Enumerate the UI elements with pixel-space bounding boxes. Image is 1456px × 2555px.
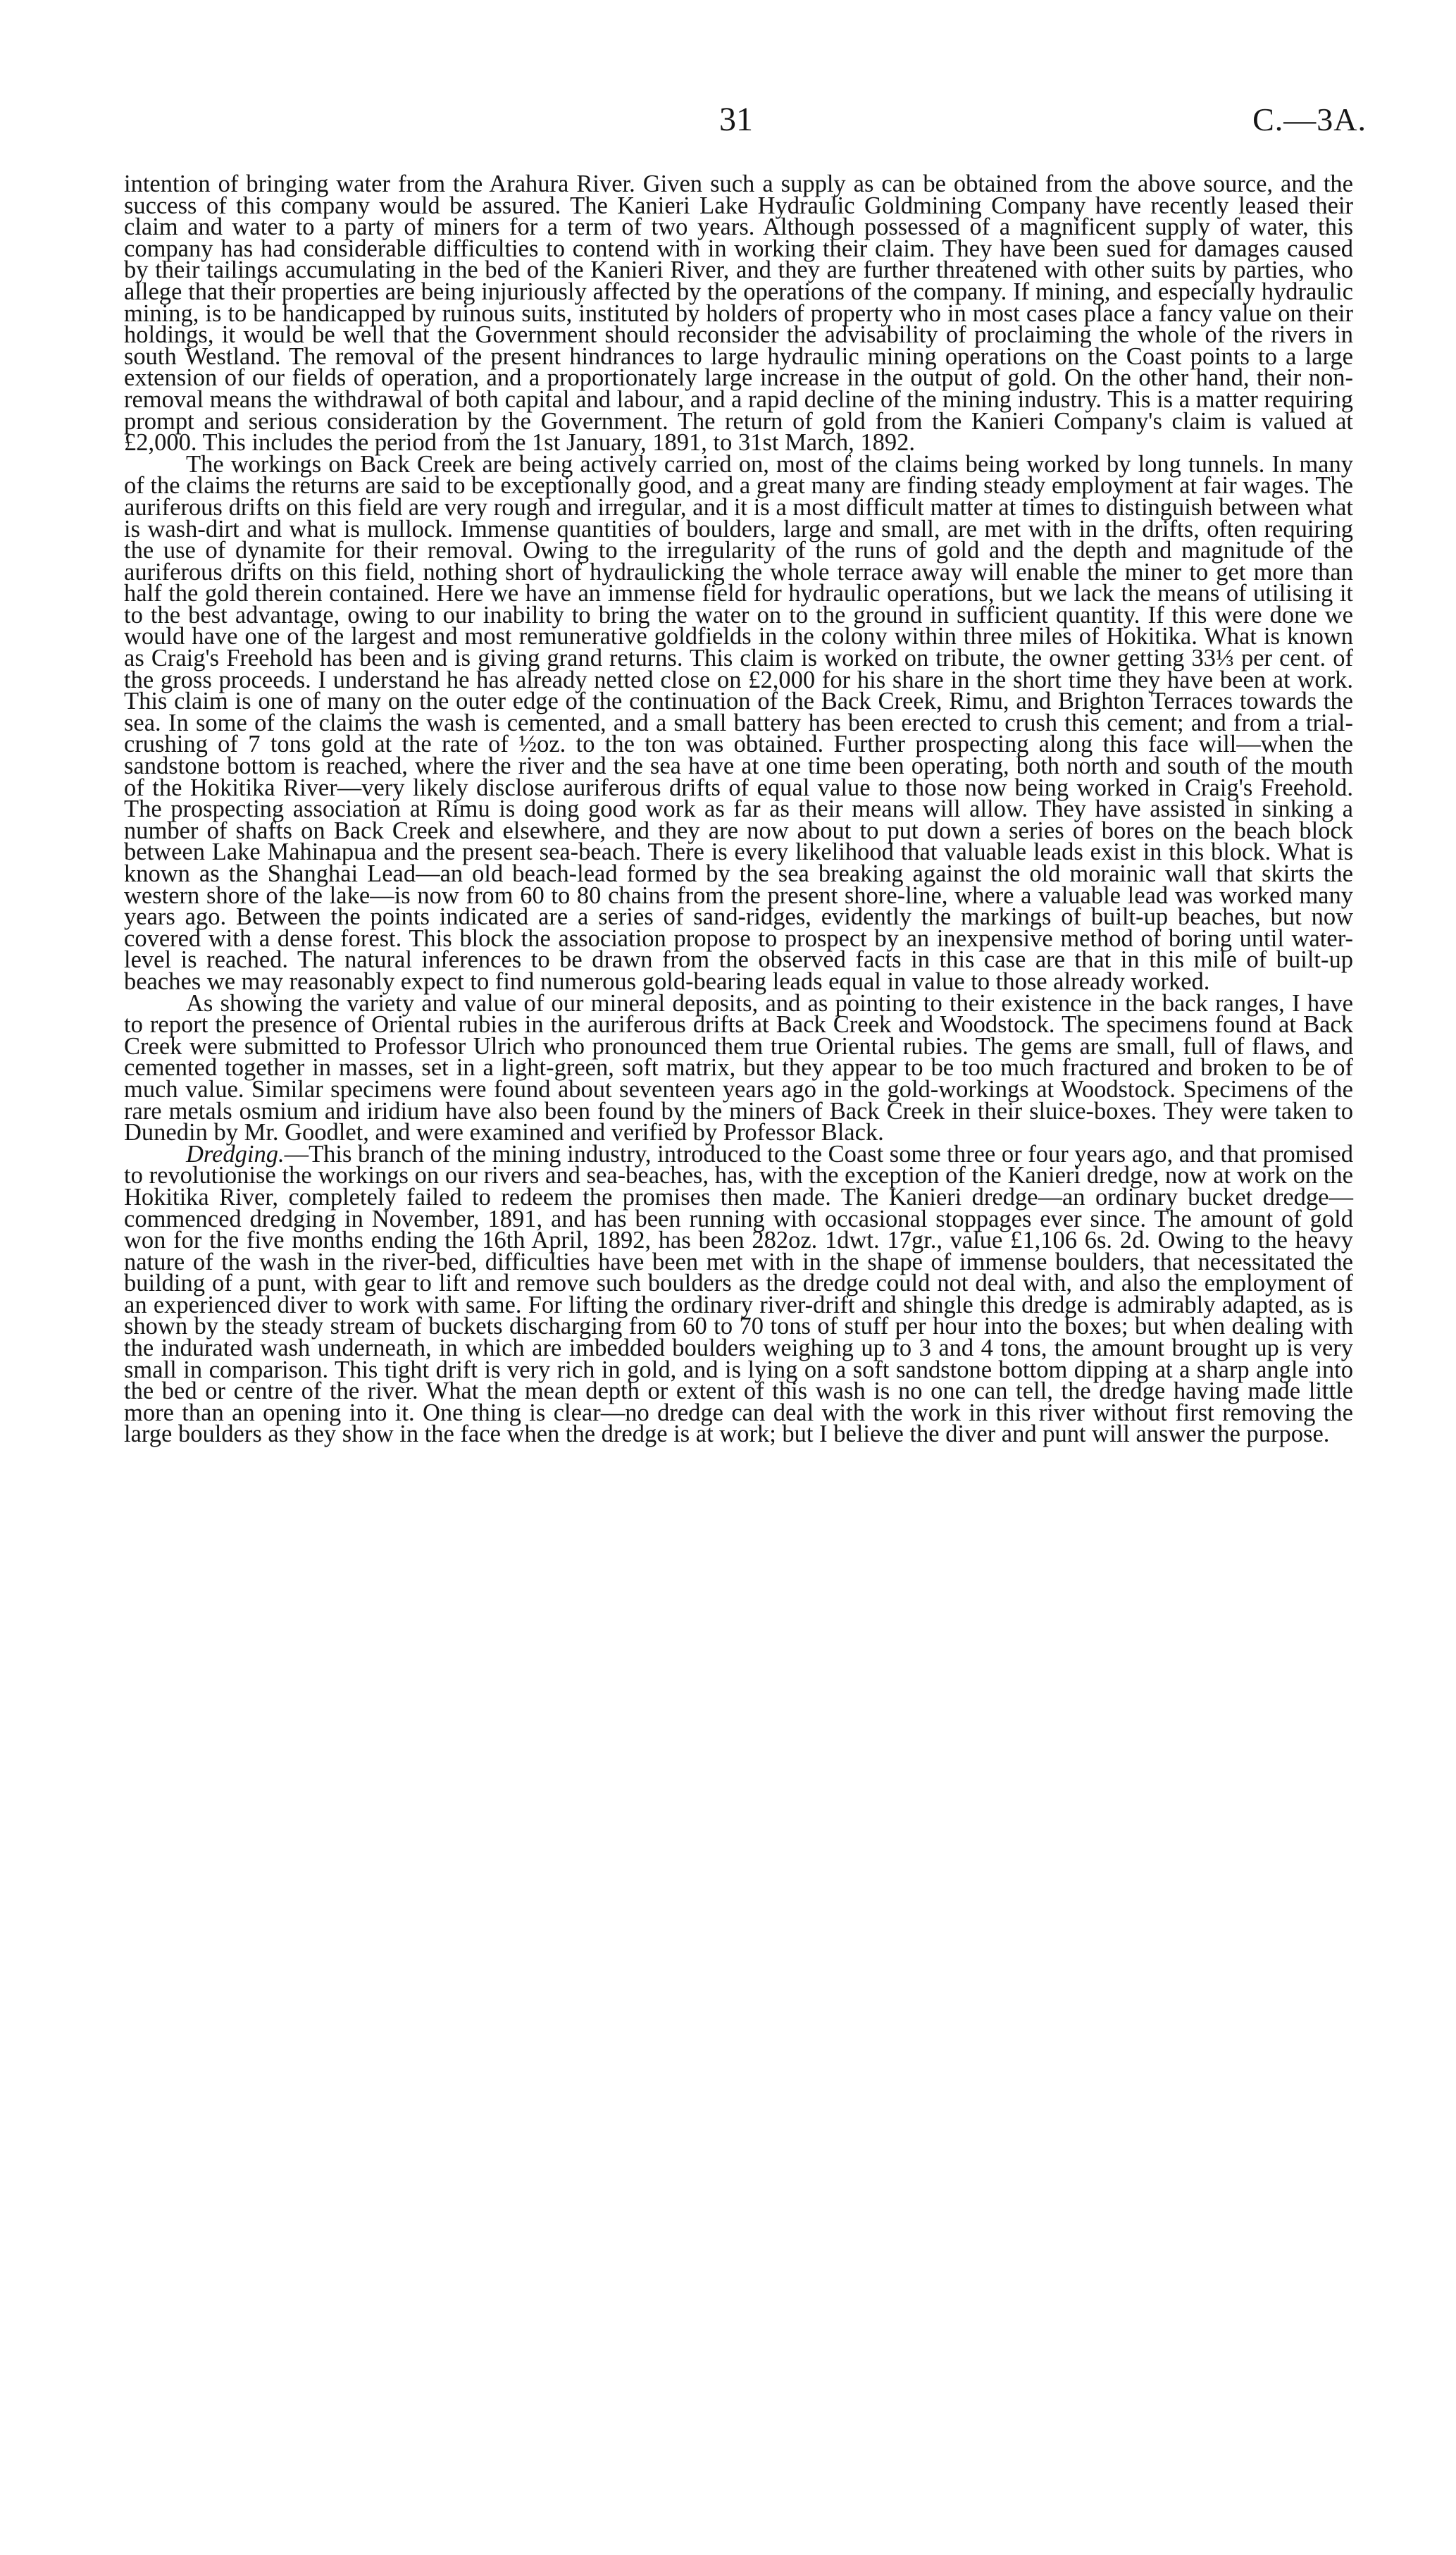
paragraph-dredging [124, 1140, 1353, 1448]
paragraph-text: The workings on Back Creek are being actively carried on, most of the claims being worked by long tunnels. In many of the claims the returns are said to be exceptionally good, and a great many are finding steady employment at fair wages. The auriferous drifts on this field are very rough and irregular, and it is a most difficult matter at times to distinguish between what is wash-dirt and what is mullock. Immense quantities of boulders, large and small, are met with in the drifts, often requiring the use of dynamite for their removal. Owing to the irregularity of the runs of gold and the depth and magnitude of the auriferous drifts on this field, nothing short of hydraulicking the whole terrace away will enable the miner to get more than half the gold therein contained. Here we have an immense field for hydraulic operations, but we lack the means of utilising it to the best advantage, owing to our inability to bring the water on to the ground in sufficient quantity. If this were done we would have one of the largest and most remunerative goldfields in the colony within three miles of Hokitika. What is known as Craig's Freehold has been and is giving grand returns. This claim is worked on tribute, the owner getting 33⅓ per cent. of the gross proceeds. I understand he has already netted close on £2,000 for his share in the short time they have been at work. This claim is one of many on the outer edge of the continuation of the Back Creek, Rimu, and Brighton Terraces towards the sea. In some of the claims the wash is cemented, and a small battery has been erected to crush this cement; and from a trial-crushing of 7 tons gold at the rate of ½oz. to the ton was obtained. Further prospecting along this face will—when the sandstone bottom is reached, where the river and the sea have at one time been operating, both north and south of the mouth of the Hokitika River—very likely disclose auriferous drifts of equal value to those now being worked in Craig's Freehold. The prospecting association at Rimu is doing good work as far as their means will allow. They have assisted in sinking a number of shafts on Back Creek and elsewhere, and they are now about to put down a series of bores on the beach block between Lake Mahinapua and the present sea-beach. There is every likelihood that valuable leads exist in this block. What is known as the Shanghai Lead—an old beach-lead formed by the sea breaking against the old morainic wall that skirts the western shore of the lake—is now from 60 to 80 chains from the present shore-line, where a valuable lead was worked many years ago. Between the points indicated are a series of sand-ridges, evidently the markings of built-up beaches, but now covered with a dense forest. This block the association propose to prospect by an inexpensive method of boring until water-level is reached. The natural inferences to be drawn from the observed facts in this case are that in this mile of built-up beaches we may reasonably expect to find numerous gold-bearing leads equal in value to those already worked. [124, 450, 1353, 995]
document-reference: C.—3A. [1252, 101, 1367, 137]
paragraph-back-creek [124, 450, 1353, 995]
paragraph-oriental-rubies [124, 989, 1353, 1146]
page-number: 31 [719, 101, 753, 138]
paragraph-text: As showing the variety and value of our mineral deposits, and as pointing to their existence in the back ranges, I have to report the presence of Oriental rubies in the auriferous drifts at Back Creek and Woodstock. The specimens found at Back Creek were submitted to Professor Ulrich who pronounced them true Oriental rubies. The gems are small, full of flaws, and cemented together in masses, set in a light-green, soft matrix, but they appear to be too much fractured and broken to be of much value. Similar specimens were found about seventeen years ago in the gold-workings at Woodstock. Specimens of the rare metals osmium and iridium have also been found by the miners of Back Creek in their sluice-boxes. They were taken to Dunedin by Mr. Goodlet, and were examined and verified by Professor Black. [124, 989, 1353, 1146]
paragraph-kanieri-lake [124, 171, 1353, 457]
body-text [124, 171, 1353, 1448]
paragraph-text: intention of bringing water from the Arahura River. Given such a supply as can be obtained from the above source, and the success of this company would be assured. The Kanieri Lake Hydraulic Goldmining Company have recently leased their claim and water to a party of miners for a term of two years. Although possessed of a magnificent supply of water, this company has had considerable difficulties to contend with in working their claim. They have been sued for damages caused by their tailings accumulating in the bed of the Kanieri River, and they are further threatened with other suits by parties, who allege that their properties are being injuriously affected by the operations of the company. If mining, and especially hydraulic mining, is to be handicapped by ruinous suits, instituted by holders of property who in most cases place a fancy value on their holdings, it would be well that the Government should reconsider the advisability of proclaiming the whole of the rivers in south Westland. The removal of the present hindrances to large hydraulic mining operations on the Coast points to a large extension of our fields of operation, and a proportionately large increase in the output of gold. On the other hand, their non-removal means the withdrawal of both capital and labour, and a rapid decline of the mining industry. This is a matter requiring prompt and serious consideration by the Government. The return of gold from the Kanieri Company's claim is valued at £2,000. This includes the period from the 1st January, 1891, to 31st March, 1892. [124, 171, 1353, 457]
paragraph-text: —This branch of the mining industry, introduced to the Coast some three or four years ago, and that promised to revolutionise the workings on our rivers and sea-beaches, has, with the exception of the Kanieri dredge, now at work on the Hokitika River, completely failed to redeem the promises then made. The Kanieri dredge—an ordinary bucket dredge—commenced dredging in November, 1891, and has been running with occasional stoppages ever since. The amount of gold won for the five months ending the 16th April, 1892, has been 282oz. 1dwt. 17gr., value £1,106 6s. 2d. Owing to the heavy nature of the wash in the river-bed, difficulties have been met with in the shape of immense boulders, that necessitated the building of a punt, with gear to lift and remove such boulders as the dredge could not deal with, and also the employment of an experienced diver to work with same. For lifting the ordinary river-drift and shingle this dredge is admirably adapted, as is shown by the steady stream of buckets discharging from 60 to 70 tons of stuff per hour into the boxes; but when dealing with the indurated wash underneath, in which are imbedded boulders weighing up to 3 and 4 tons, the amount brought up is very small in comparison. This tight drift is very rich in gold, and is lying on a soft sandstone bottom dipping at a sharp angle into the bed or centre of the river. What the mean depth or extent of this wash is no one can tell, the dredge having made little more than an opening into it. One thing is clear—no dredge can deal with the work in this river without first removing the large boulders as they show in the face when the dredge is at work; but I believe the diver and punt will answer the purpose. [124, 1140, 1353, 1448]
dredging-heading: Dredging. [186, 1140, 285, 1168]
